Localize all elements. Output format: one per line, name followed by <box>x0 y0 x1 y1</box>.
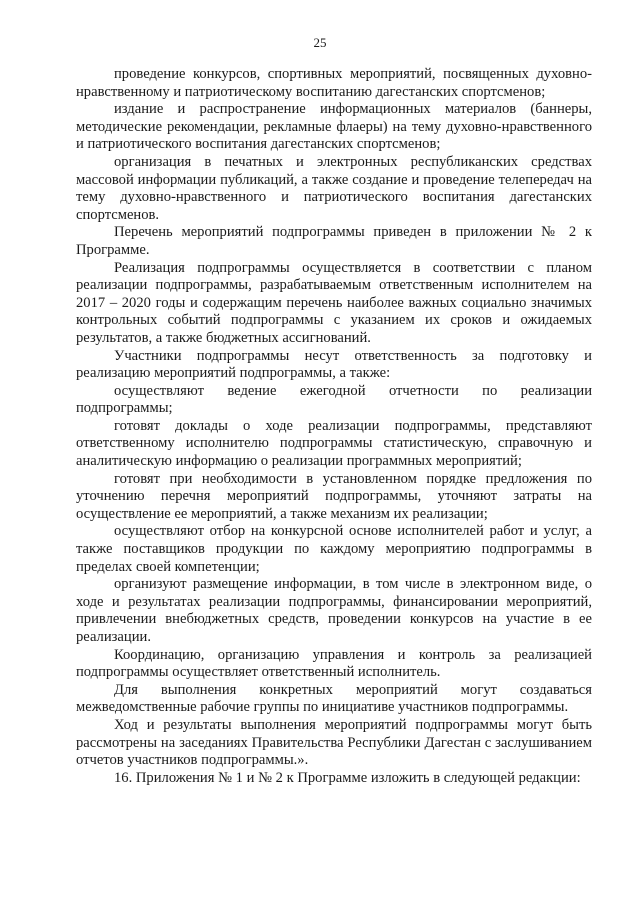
paragraph: Координацию, организацию управления и контроль за реализацией подпрограммы осуществляет ответственный исполнитель. <box>76 646 592 681</box>
page-number: 25 <box>313 35 327 50</box>
paragraph: организуют размещение информации, в том числе в электронном виде, о ходе и результатах реализации подпрограммы, финансировании мероприятий, привлечении внебюджетных средств, проведении конкурсов на участие в ее реализации. <box>76 576 592 645</box>
paragraph: Ход и результаты выполнения мероприятий подпрограммы могут быть рассмотрены на заседаниях Правительства Республики Дагестан с заслушиванием отчетов участников подпрограммы.». <box>76 716 592 769</box>
paragraph: организация в печатных и электронных республиканских средствах массовой информации публикаций, а также создание и проведение телепередач на тему духовно-нравственного и патриотического воспитания дагестанских спортсменов. <box>76 153 592 223</box>
paragraph: осуществляют ведение ежегодной отчетности по реализации подпрограммы; <box>76 382 592 417</box>
document-body <box>76 66 592 787</box>
paragraph: проведение конкурсов, спортивных мероприятий, посвященных духовно-нравственному и патриотическому воспитанию дагестанских спортсменов; <box>76 66 592 100</box>
paragraph: Перечень мероприятий подпрограммы приведен в приложении № 2 к Программе. <box>76 224 592 258</box>
paragraph: 16. Приложения № 1 и № 2 к Программе изложить в следующей редакции: <box>114 769 581 786</box>
paragraph: готовят при необходимости в установленном порядке предложения по уточнению перечня мероприятий подпрограммы, уточняют затраты на осуществление ее мероприятий, а также механизм их реализации; <box>76 470 592 522</box>
paragraph: Реализация подпрограммы осуществляется в соответствии с планом реализации подпрограммы, разрабатываемым ответственным исполнителем на 2017 – 2020 годы и содержащим перечень наиболее важных социально значимых контрольных событий подпрограммы с указанием их сроков и ожидаемых результатов, а также бюджетных ассигнований. <box>76 259 592 346</box>
paragraph: осуществляют отбор на конкурсной основе исполнителей работ и услуг, а также поставщиков продукции по каждому мероприятию подпрограммы в пределах своей компетенции; <box>76 523 592 575</box>
paragraph: Участники подпрограммы несут ответственность за подготовку и реализацию мероприятий подпрограммы, а также: <box>76 347 592 382</box>
paragraph: Для выполнения конкретных мероприятий могут создаваться межведомственные рабочие группы по инициативе участников подпрограммы. <box>76 681 592 716</box>
paragraph: издание и распространение информационных материалов (баннеры, методические рекомендации, рекламные флаеры) на тему духовно-нравственного и патриотического воспитания дагестанских спортсменов; <box>76 101 592 153</box>
paragraph: готовят доклады о ходе реализации подпрограммы, представляют ответственному исполнителю подпрограммы статистическую, справочную и аналитическую информацию о реализации программных мероприятий; <box>76 417 592 470</box>
